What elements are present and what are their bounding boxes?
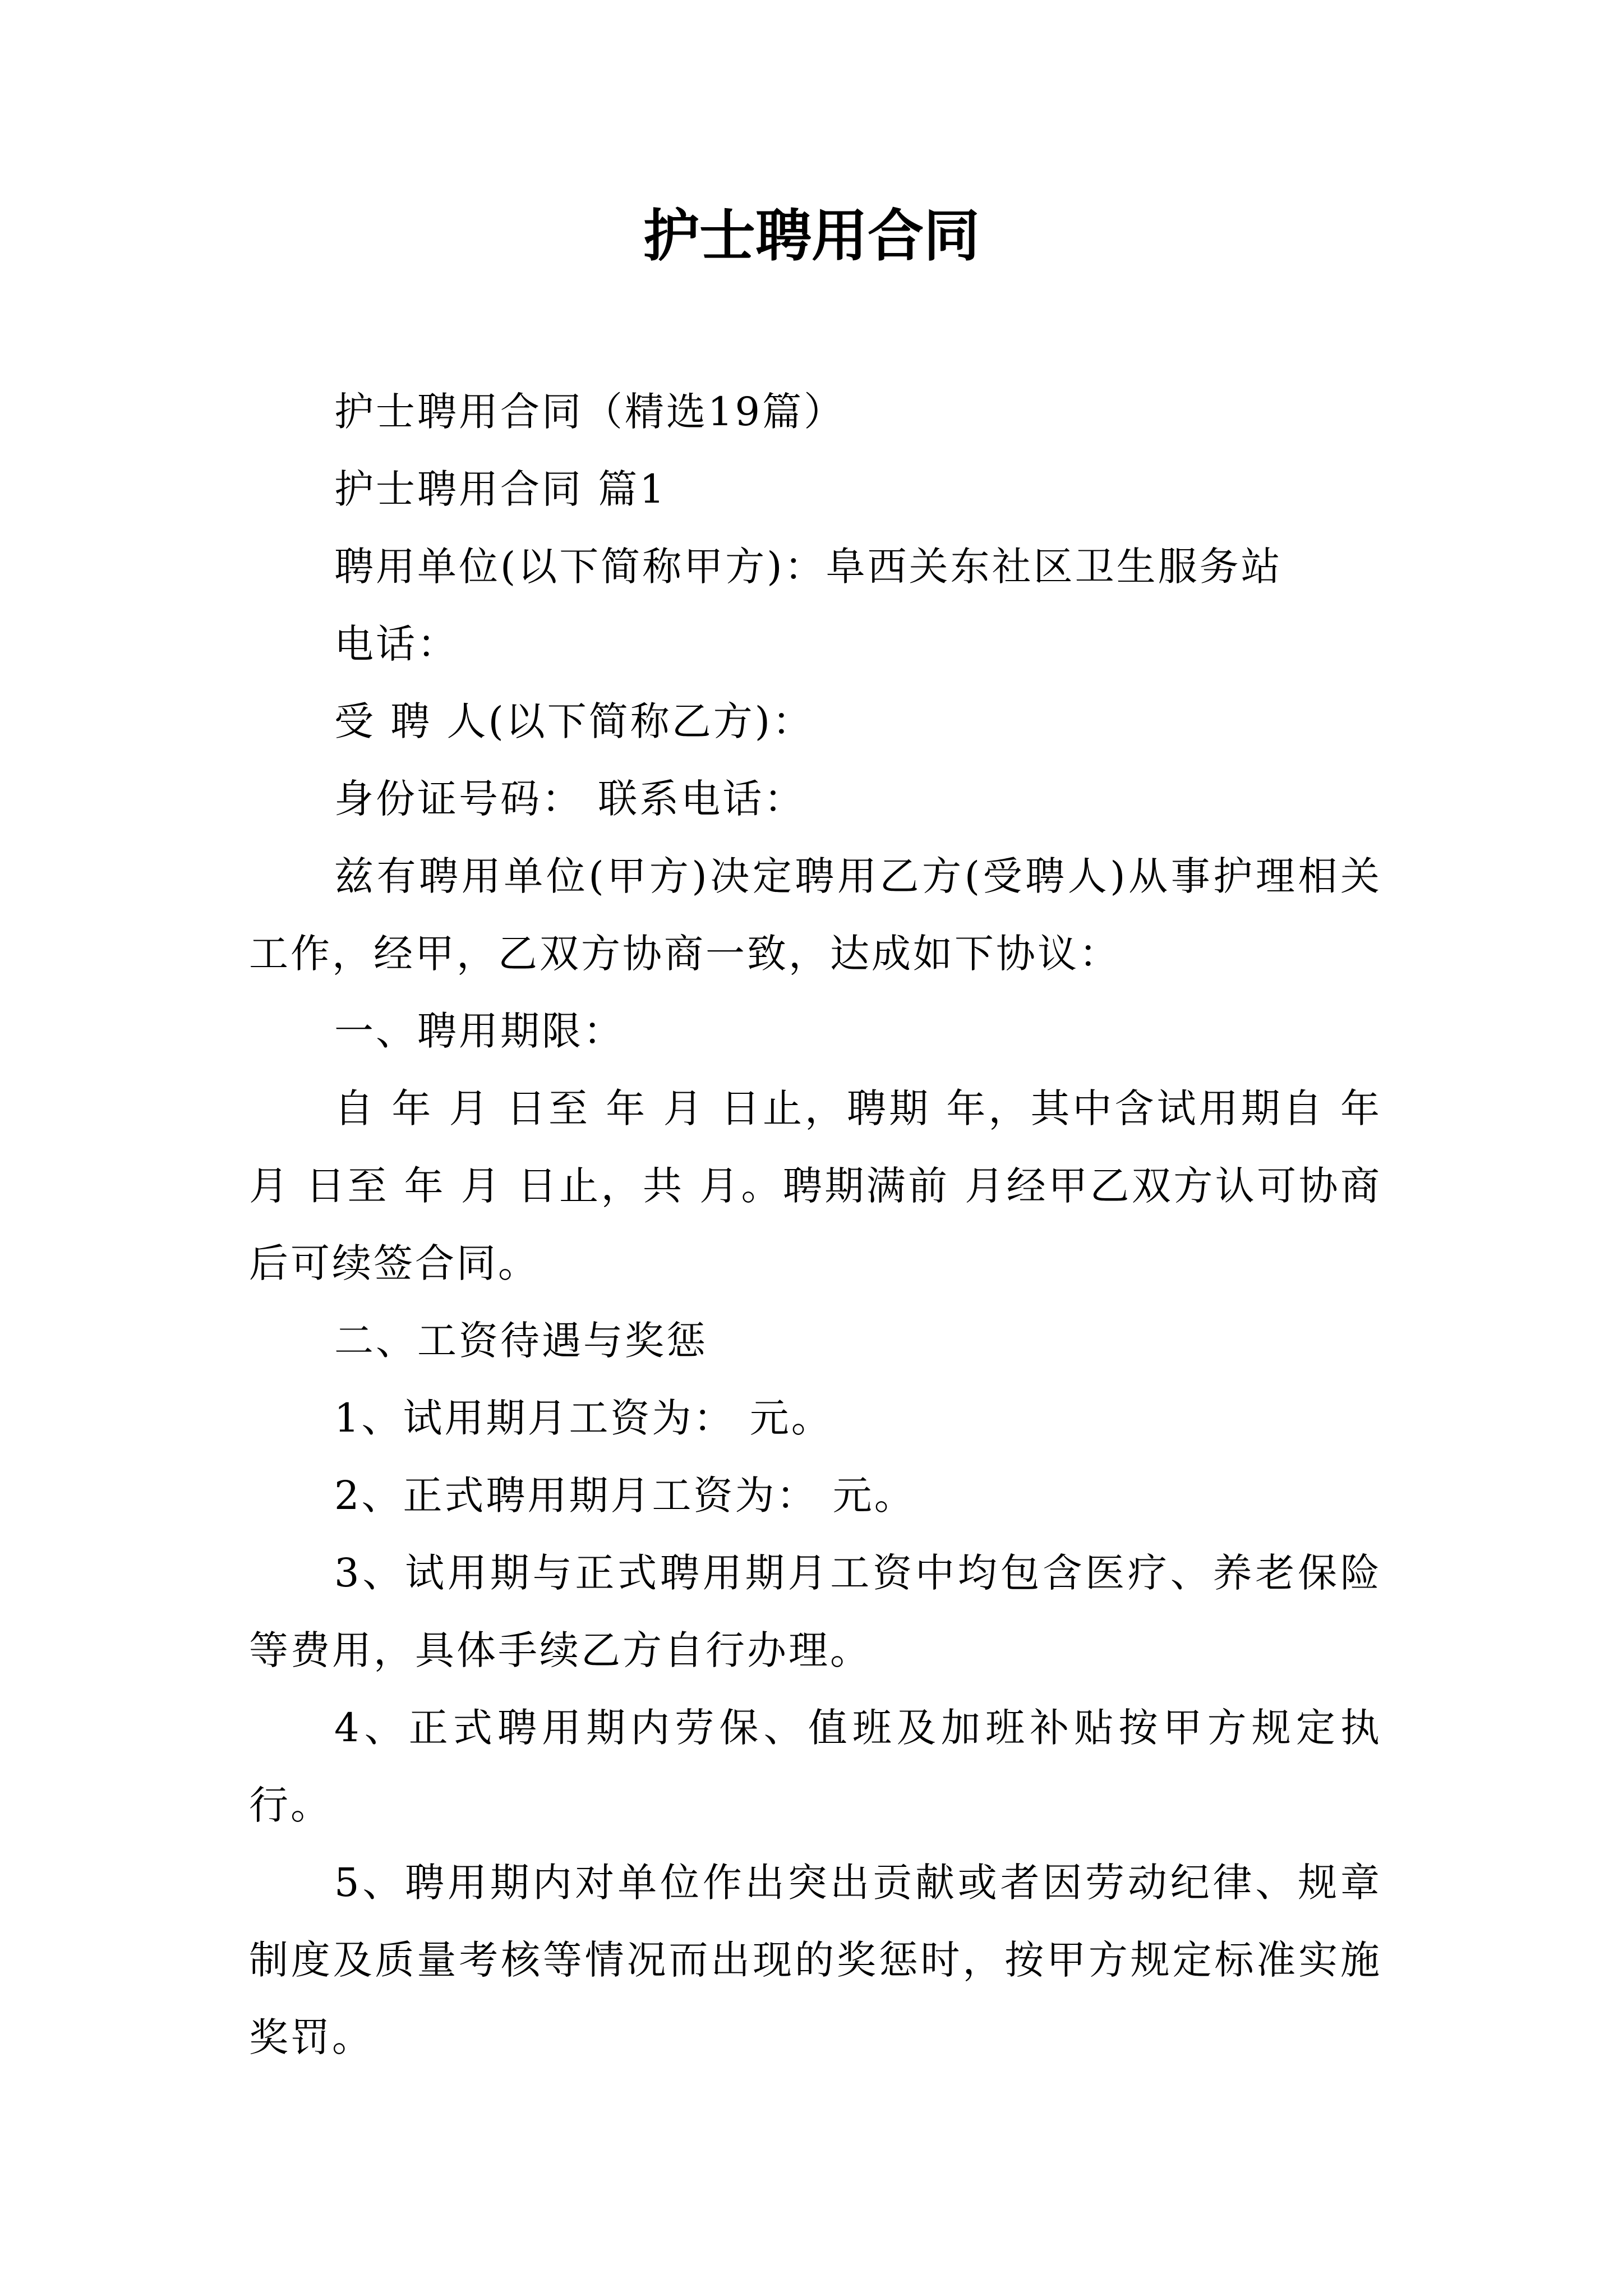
subtitle-line: 护士聘用合同（精选19篇） [334, 389, 846, 435]
document-title: 护士聘用合同 [643, 203, 980, 269]
clause-heading-salary: 二、工资待遇与奖惩 [334, 1318, 708, 1364]
term-paragraph: 自 年 月 日至 年 月 日止，聘期 年，其中含试用期自 年 月 日至 年 月 日止，共 月。聘期满前 月经甲乙双方认可协商后可续签合同。 [249, 1085, 1382, 1286]
clause-heading-term: 一、聘用期限： [334, 1008, 625, 1054]
document-body [249, 373, 1382, 2076]
section-heading: 护士聘用合同 篇1 [334, 466, 667, 512]
salary-item-4: 4、正式聘用期内劳保、值班及加班补贴按甲方规定执行。 [249, 1705, 1382, 1828]
salary-item-5: 5、聘用期内对单位作出突出贡献或者因劳动纪律、规章制度及质量考核等情况而出现的奖惩时，按甲方规定标准实施奖罚。 [249, 1860, 1382, 2060]
salary-item-3: 3、试用期与正式聘用期月工资中均包含医疗、养老保险等费用，具体手续乙方自行办理。 [249, 1550, 1382, 1673]
salary-item-2: 2、正式聘用期月工资为： 元。 [334, 1473, 916, 1519]
salary-item-1: 1、试用期月工资为： 元。 [334, 1395, 833, 1441]
party-b-line: 受 聘 人(以下简称乙方)： [334, 698, 814, 744]
id-contact-line: 身份证号码： 联系电话： [334, 776, 806, 822]
preamble-paragraph: 兹有聘用单位(甲方)决定聘用乙方(受聘人)从事护理相关工作，经甲，乙双方协商一致，达成如下协议： [249, 853, 1382, 977]
phone-line: 电话： [334, 621, 459, 667]
party-a-line: 聘用单位(以下简称甲方)：阜西关东社区卫生服务站 [334, 544, 1283, 590]
